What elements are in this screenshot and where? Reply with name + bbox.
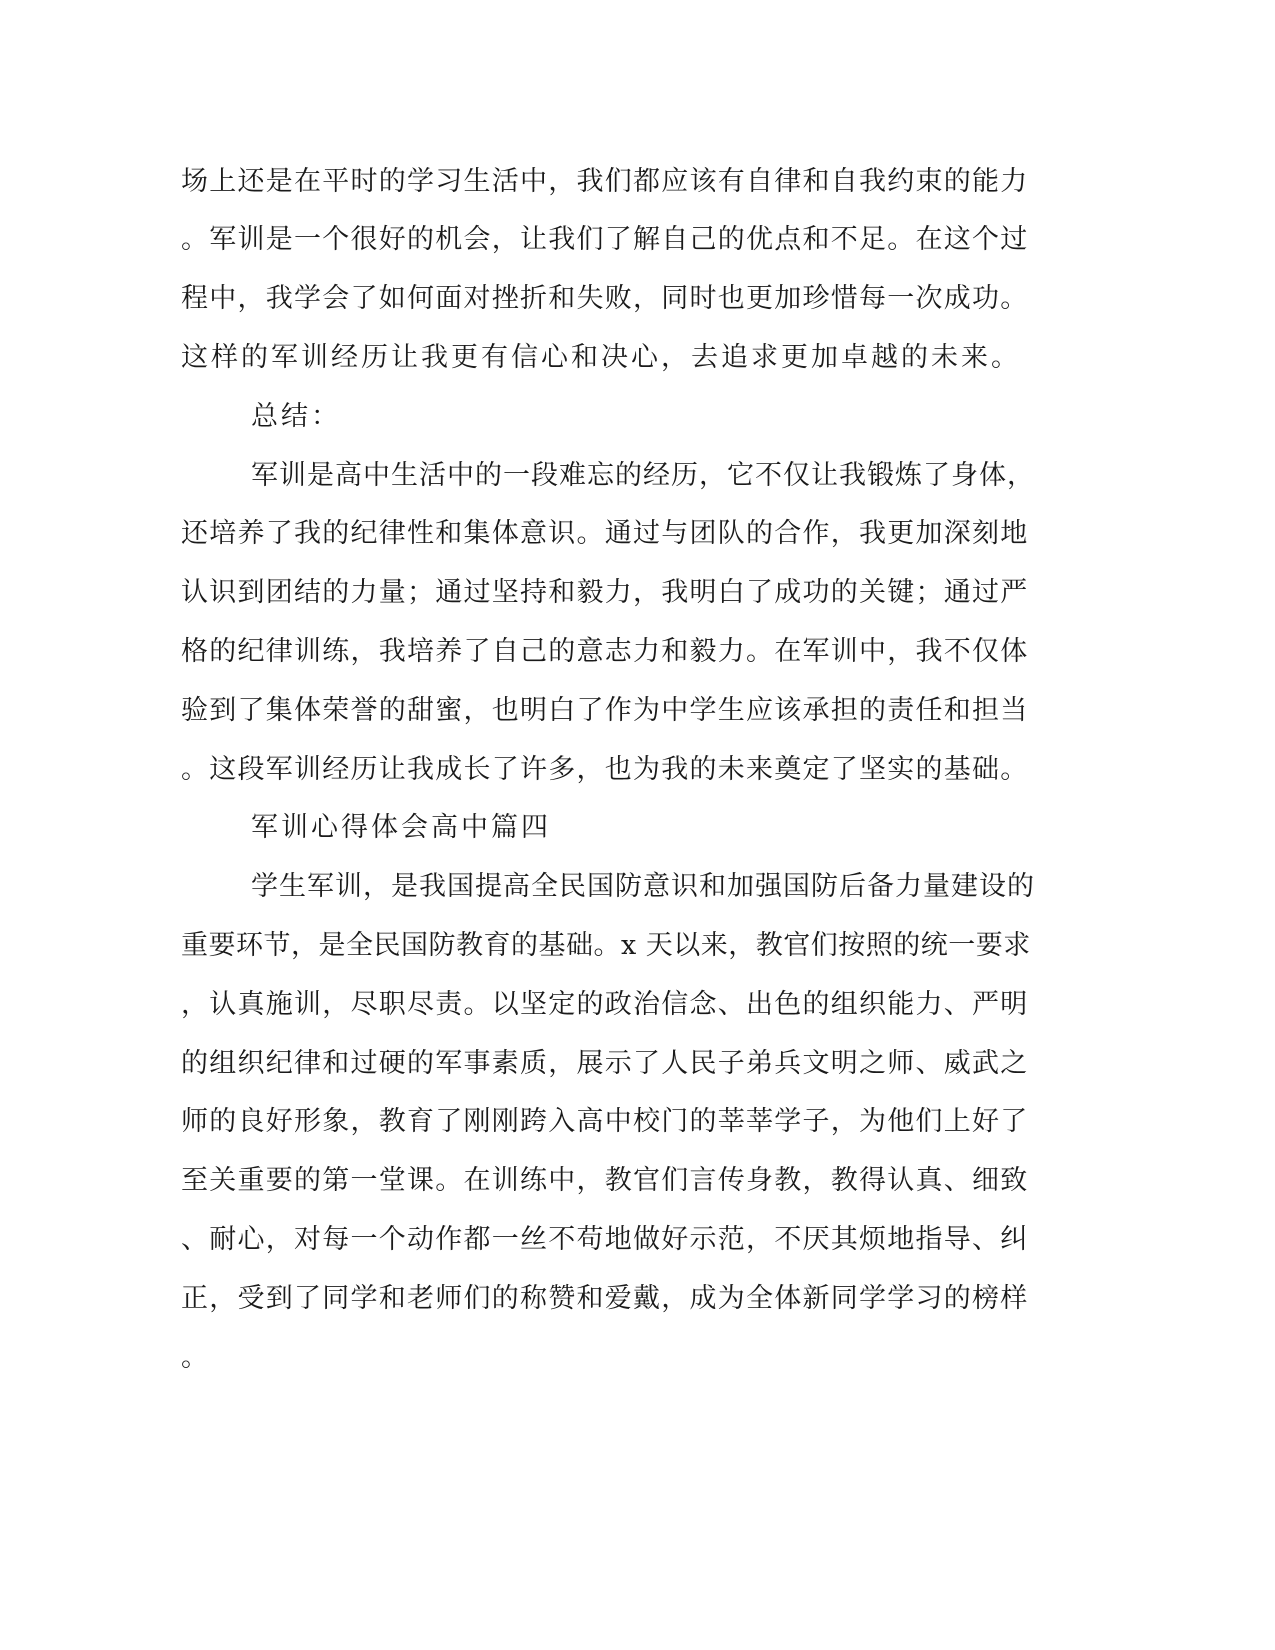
body-text-line: 、耐心，对每一个动作都一丝不苟地做好示范，不厌其烦地指导、纠: [181, 1224, 1029, 1255]
section-heading-summary: 总结：: [251, 401, 341, 432]
body-text-line: 验到了集体荣誉的甜蜜，也明白了作为中学生应该承担的责任和担当: [181, 695, 1029, 726]
body-text-line: 还培养了我的纪律性和集体意识。通过与团队的合作，我更加深刻地: [181, 518, 1029, 549]
body-text-line: 认识到团结的力量；通过坚持和毅力，我明白了成功的关键；通过严: [181, 577, 1029, 608]
body-text-line: 军训是高中生活中的一段难忘的经历，它不仅让我锻炼了身体，: [251, 460, 1035, 491]
body-text-line: 这样的军训经历让我更有信心和决心，去追求更加卓越的未来。: [181, 342, 1021, 373]
body-text-line: ，认真施训，尽职尽责。以坚定的政治信念、出色的组织能力、严明: [181, 989, 1029, 1020]
body-text-line: 正，受到了同学和老师们的称赞和爱戴，成为全体新同学学习的榜样: [181, 1283, 1029, 1314]
body-text-line: 的组织纪律和过硬的军事素质，展示了人民子弟兵文明之师、威武之: [181, 1048, 1029, 1079]
body-text-line: 程中，我学会了如何面对挫折和失败，同时也更加珍惜每一次成功。: [181, 283, 1029, 314]
body-text-line: 。这段军训经历让我成长了许多，也为我的未来奠定了坚实的基础。: [181, 754, 1029, 785]
body-text-line: 师的良好形象，教育了刚刚跨入高中校门的莘莘学子，为他们上好了: [181, 1106, 1029, 1137]
body-text-line: 。军训是一个很好的机会，让我们了解自己的优点和不足。在这个过: [181, 224, 1029, 255]
body-text-line: 。: [181, 1342, 211, 1373]
body-text-line: 学生军训，是我国提高全民国防意识和加强国防后备力量建设的: [251, 871, 1035, 902]
body-text-line: 重要环节，是全民国防教育的基础。x 天以来，教官们按照的统一要求: [181, 930, 1031, 961]
section-heading-part-four: 军训心得体会高中篇四: [251, 812, 551, 843]
body-text-line: 格的纪律训练，我培养了自己的意志力和毅力。在军训中，我不仅体: [181, 636, 1029, 667]
body-text-line: 至关重要的第一堂课。在训练中，教官们言传身教，教得认真、细致: [181, 1165, 1029, 1196]
body-text-line: 场上还是在平时的学习生活中，我们都应该有自律和自我约束的能力: [181, 166, 1029, 197]
